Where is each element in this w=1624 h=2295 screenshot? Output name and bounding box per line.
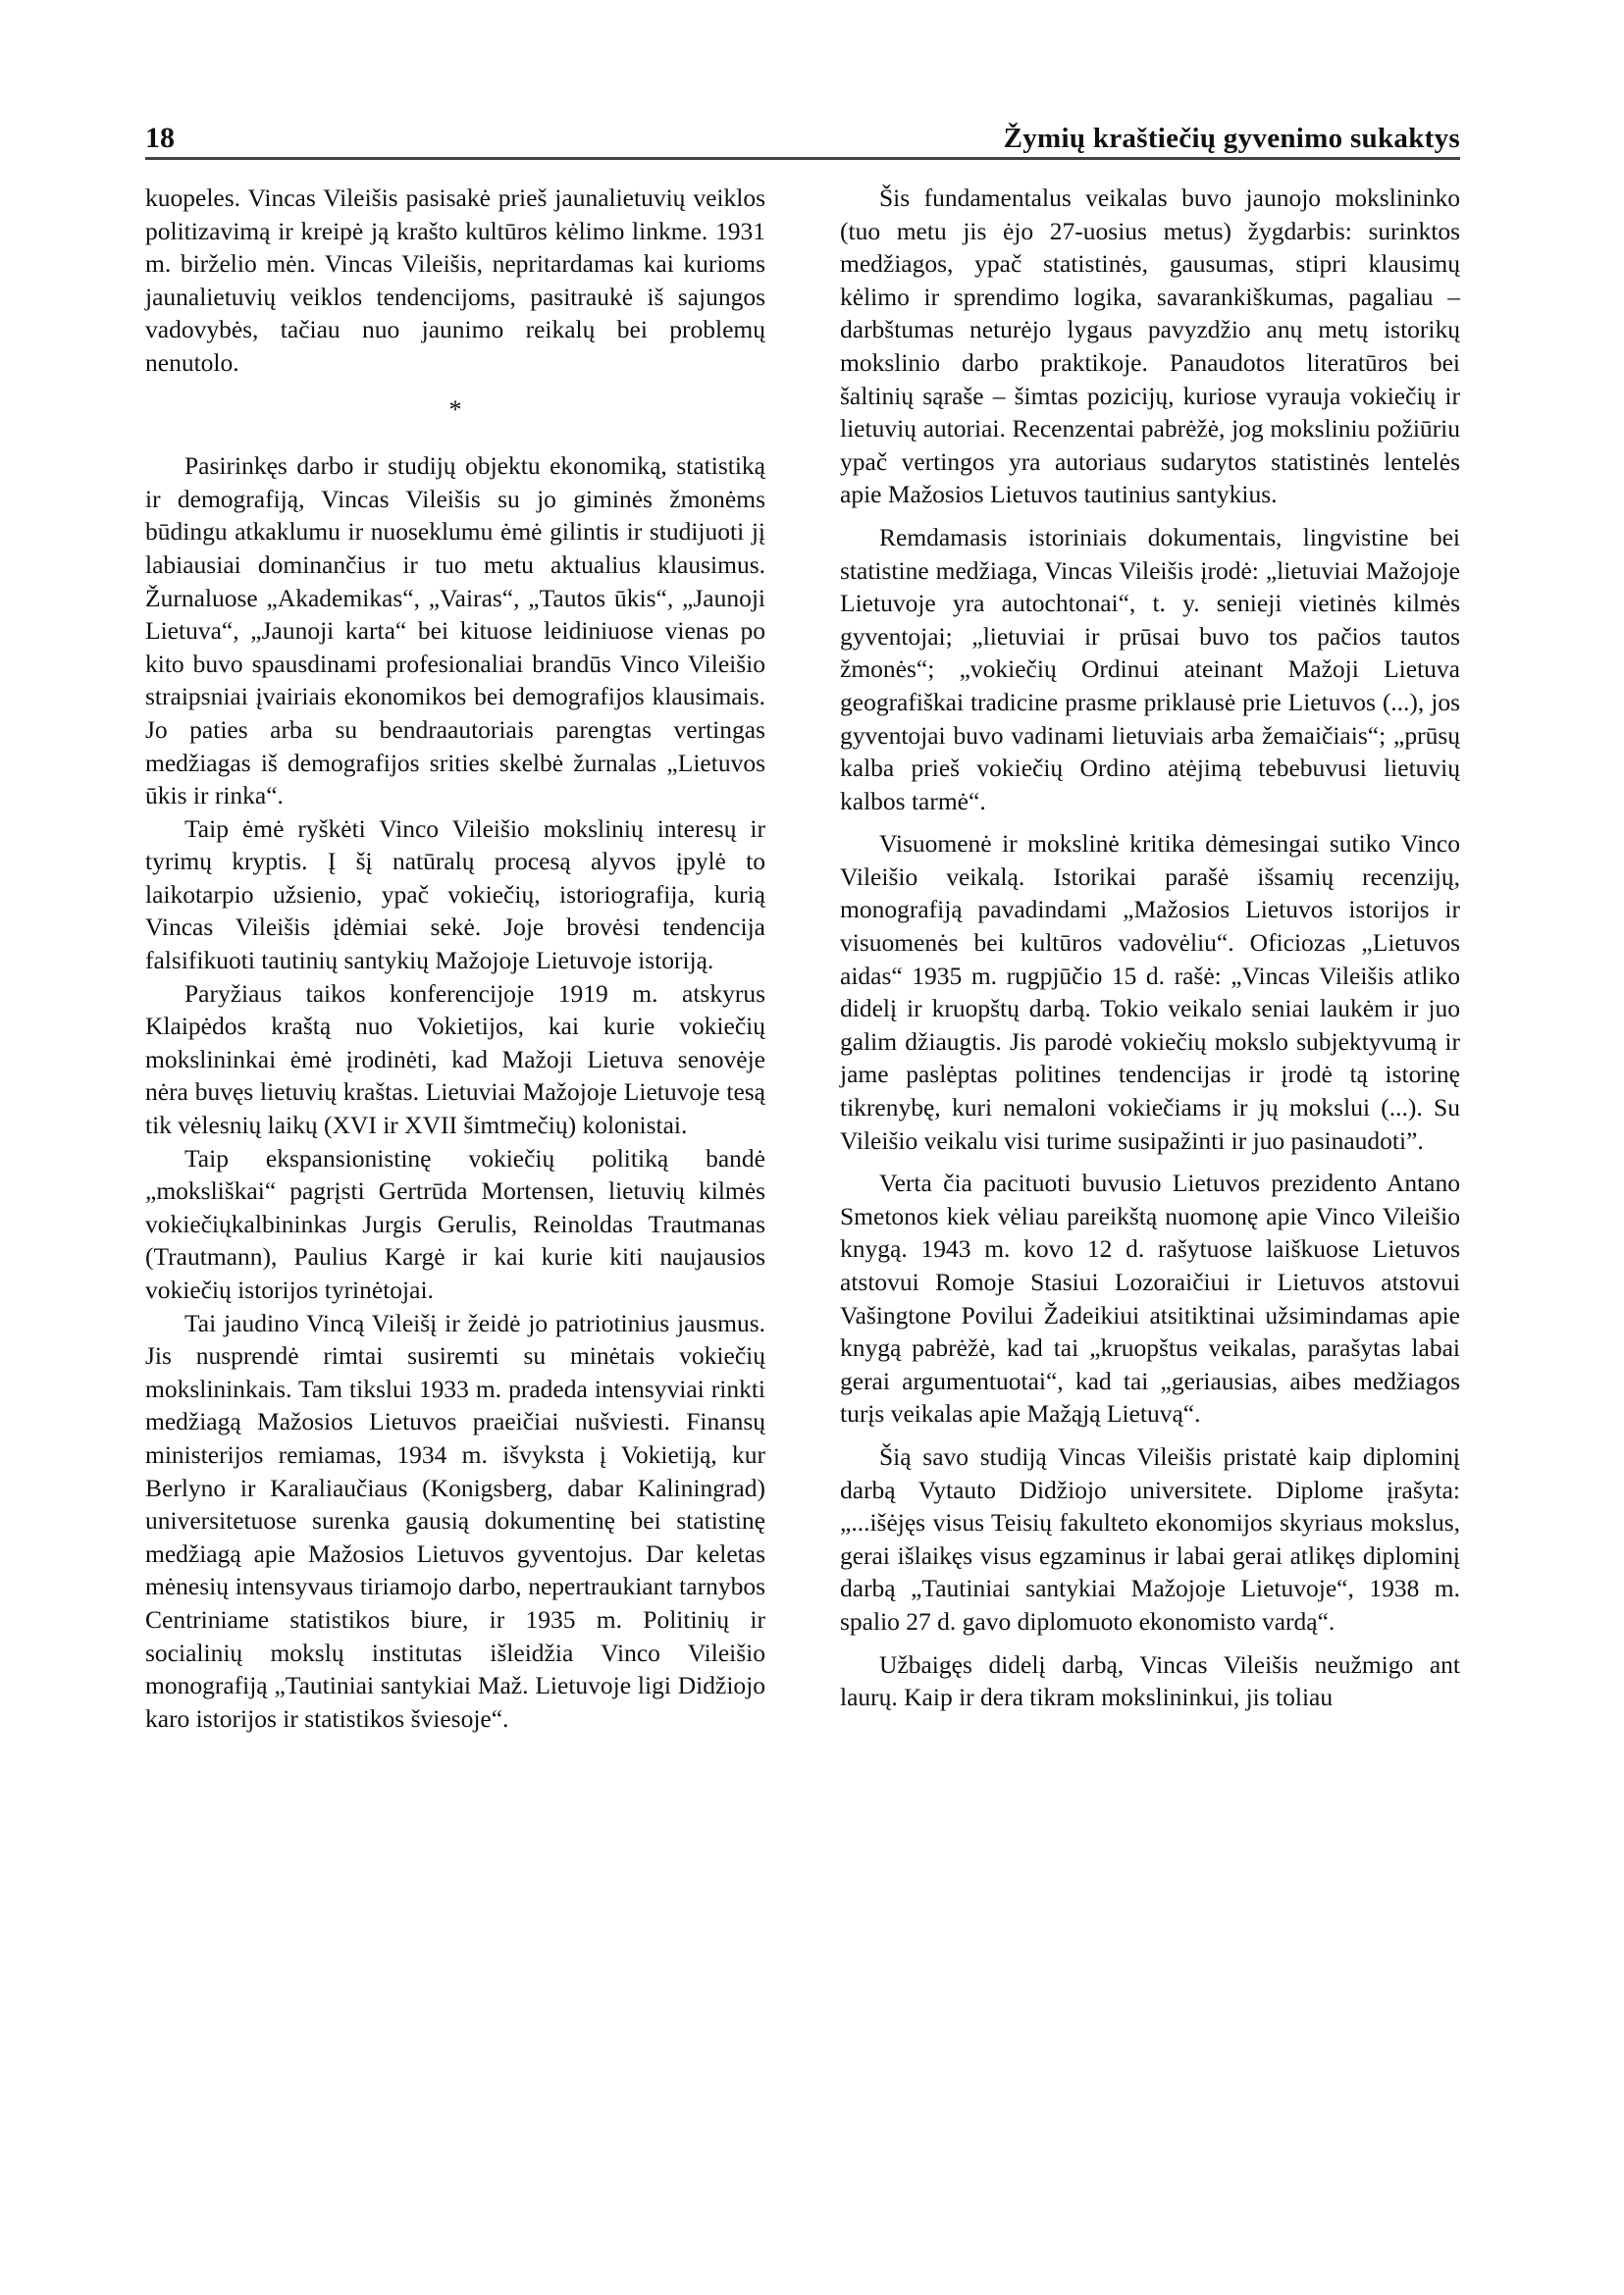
paragraph: Pasirinkęs darbo ir studijų objektu ekonomiką, statistiką ir demografiją, Vincas Vileišis su jo giminės žmonėms būdingu atkaklumu ir nuoseklumu ėmė gilintis ir studijuoti jį labiausiai dominančius ir tuo metu aktualius klausimus. Žurnaluose „Akademikas“, „Vairas“, „Tautos ūkis“, „Jaunoji Lietuva“, „Jaunoji karta“ bei kituose leidiniuose vienas po kito buvo spausdinami profesionaliai brandūs Vinco Vileišio straipsniai įvairiais ekonomikos bei demografijos klausimais. Jo paties arba su bendraautoriais parengtas vertingas medžiagas iš demografijos srities skelbė žurnalas „Lietuvos ūkis ir rinka“. [145, 451, 765, 810]
paragraph: Visuomenė ir mokslinė kritika dėmesingai sutiko Vinco Vileišio veikalą. Istorikai parašė išsamių recenzijų, monografiją pavadindami „Mažosios Lietuvos istorijos ir visuomenės bei kultūros vadovėliu“. Oficiozas „Lietuvos aidas“ 1935 m. rugpjūčio 15 d. rašė: „Vincas Vileišis atliko didelį ir kruopštų darbą. Tokio veikalo seniai laukėm ir juo galim džiaugtis. Jis parodė vokiečių mokslo subjektyvumą ir jame paslėptas politines tendencijas ir įrodė tą istorinę tikrenybę, kuri nemaloni vokiečiams ir jų mokslui (...). Su Vileišio veikalu visi turime susipažinti ir juo pasinaudoti”. [840, 829, 1460, 1155]
paragraph: Tai jaudino Vincą Vileišį ir žeidė jo patriotinius jausmus. Jis nusprendė rimtai susiremti su minėtais vokiečių mokslininkais. Tam tikslui 1933 m. pradeda intensyviai rinkti medžiagą Mažosios Lietuvos praeičiai nušviesti. Finansų ministerijos remiamas, 1934 m. išvyksta į Vokietiją, kur Berlyno ir Karaliaučiaus (Konigsberg, dabar Kaliningrad) universitetuose surenka gausią dokumentinę bei statistinę medžiagą apie Mažosios Lietuvos gyventojus. Dar keletas mėnesių intensyvaus tiriamojo darbo, nepertraukiant tarnybos Centriniame statistikos biure, ir 1935 m. Politinių ir socialinių mokslų institutas išleidžia Vinco Vileišio monografiją „Tautiniai santykiai Maž. Lietuvoje ligi Didžiojo karo istorijos ir statistikos šviesoje“. [145, 1308, 765, 1733]
running-title: Žymių kraštiečių gyvenimo sukaktys [1003, 123, 1460, 154]
section-separator: * [448, 394, 462, 424]
book-page [145, 116, 1460, 1735]
page-number: 18 [145, 122, 175, 154]
paragraph: Šis fundamentalus veikalas buvo jaunojo mokslininko (tuo metu jis ėjo 27-uosius metus) žygdarbis: surinktos medžiagos, ypač statistinės, gausumas, stipri klausimų kėlimo ir sprendimo logika, savarankiškumas, pagaliau – darbštumas neturėjo lygaus pavyzdžio anų metų istorikų mokslinio darbo praktikoje. Panaudotos literatūros bei šaltinių sąraše – šimtas pozicijų, kuriose vyrauja vokiečių ir lietuvių autoriai. Recenzentai pabrėžė, jog moksliniu požiūriu ypač vertingos yra autoriaus sudarytos statistinės lentelės apie Mažosios Lietuvos tautinius santykius. [840, 183, 1460, 509]
paragraph: Taip ekspansionistinę vokiečių politiką bandė „moksliškai“ pagrįsti Gertrūda Mortensen, lietuvių kilmės vokiečiųkalbininkas Jurgis Gerulis, Reinoldas Trautmanas (Trautmann), Paulius Kargė ir kai kurie kiti naujausios vokiečių istorijos tyrinėtojai. [145, 1143, 765, 1304]
paragraph: Remdamasis istoriniais dokumentais, lingvistine bei statistine medžiaga, Vincas Vileišis įrodė: „lietuviai Mažojoje Lietuvoje yra autochtonai“, t. y. senieji vietinės kilmės gyventojai; „lietuviai ir prūsai buvo tos pačios tautos žmonės“; „vokiečių Ordinui ateinant Mažoji Lietuva geografiškai tradicine prasme priklausė prie Lietuvos (...), jos gyventojai buvo vadinami lietuviais arba žemaičiais“; „prūsų kalba prieš vokiečių Ordino atėjimą tebebuvusi lietuvių kalbos tarmė“. [840, 522, 1460, 815]
right-column [840, 182, 1460, 1735]
page-header [145, 116, 1460, 160]
paragraph: Užbaigęs didelį darbą, Vincas Vileišis neužmigo ant laurų. Kaip ir dera tikram mokslininkui, jis toliau [840, 1649, 1460, 1712]
two-column-body [145, 182, 1460, 1735]
paragraph: Paryžiaus taikos konferencijoje 1919 m. atskyrus Klaipėdos kraštą nuo Vokietijos, kai kurie vokiečių mokslininkai ėmė įrodinėti, kad Mažoji Lietuva senovėje nėra buvęs lietuvių kraštas. Lietuviai Mažojoje Lietuvoje tesą tik vėlesnių laikų (XVI ir XVII šimtmečių) kolonistai. [145, 978, 765, 1140]
paragraph: Šią savo studiją Vincas Vileišis pristatė kaip diplominį darbą Vytauto Didžiojo universitete. Diplome įrašyta: „...išėjęs visus Teisių fakulteto ekonomijos skyriaus mokslus, gerai išlaikęs visus egzaminus ir labai gerai atlikęs diplominį darbą „Tautiniai santykiai Mažojoje Lietuvoje“, 1938 m. spalio 27 d. gavo diplomuoto ekonomisto vardą“. [840, 1441, 1460, 1636]
paragraph: Verta čia pacituoti buvusio Lietuvos prezidento Antano Smetonos kiek vėliau pareikštą nuomonę apie Vinco Vileišio knygą. 1943 m. kovo 12 d. rašytuose laiškuose Lietuvos atstovui Romoje Stasiui Lozoraičiui ir Lietuvos atstovui Vašingtone Povilui Žadeikiui atsitiktinai užsimindamas apie knygą pabrėžė, kad tai „kruopštus veikalas, parašytas labai gerai argumentuotai“, kad tai „geriausias, aibes medžiagos turįs veikalas apie Mažąją Lietuvą“. [840, 1169, 1460, 1429]
left-column [145, 182, 765, 1735]
paragraph: kuopeles. Vincas Vileišis pasisakė prieš jaunalietuvių veiklos politizavimą ir kreipė ją krašto kultūros kėlimo linkme. 1931 m. birželio mėn. Vincas Vileišis, nepritardamas kai kurioms jaunalietuvių veiklos tendencijoms, pasitraukė iš sajungos vadovybės, tačiau nuo jaunimo reikalų bei problemų nenutolo. [145, 183, 765, 377]
paragraph: Taip ėmė ryškėti Vinco Vileišio mokslinių interesų ir tyrimų kryptis. Į šį natūralų procesą alyvos įpylė to laikotarpio užsienio, ypač vokiečių, istoriografija, kurią Vincas Vileišis įdėmiai sekė. Joje brovėsi tendencija falsifikuoti tautinių santykių Mažojoje Lietuvoje istoriją. [145, 813, 765, 975]
